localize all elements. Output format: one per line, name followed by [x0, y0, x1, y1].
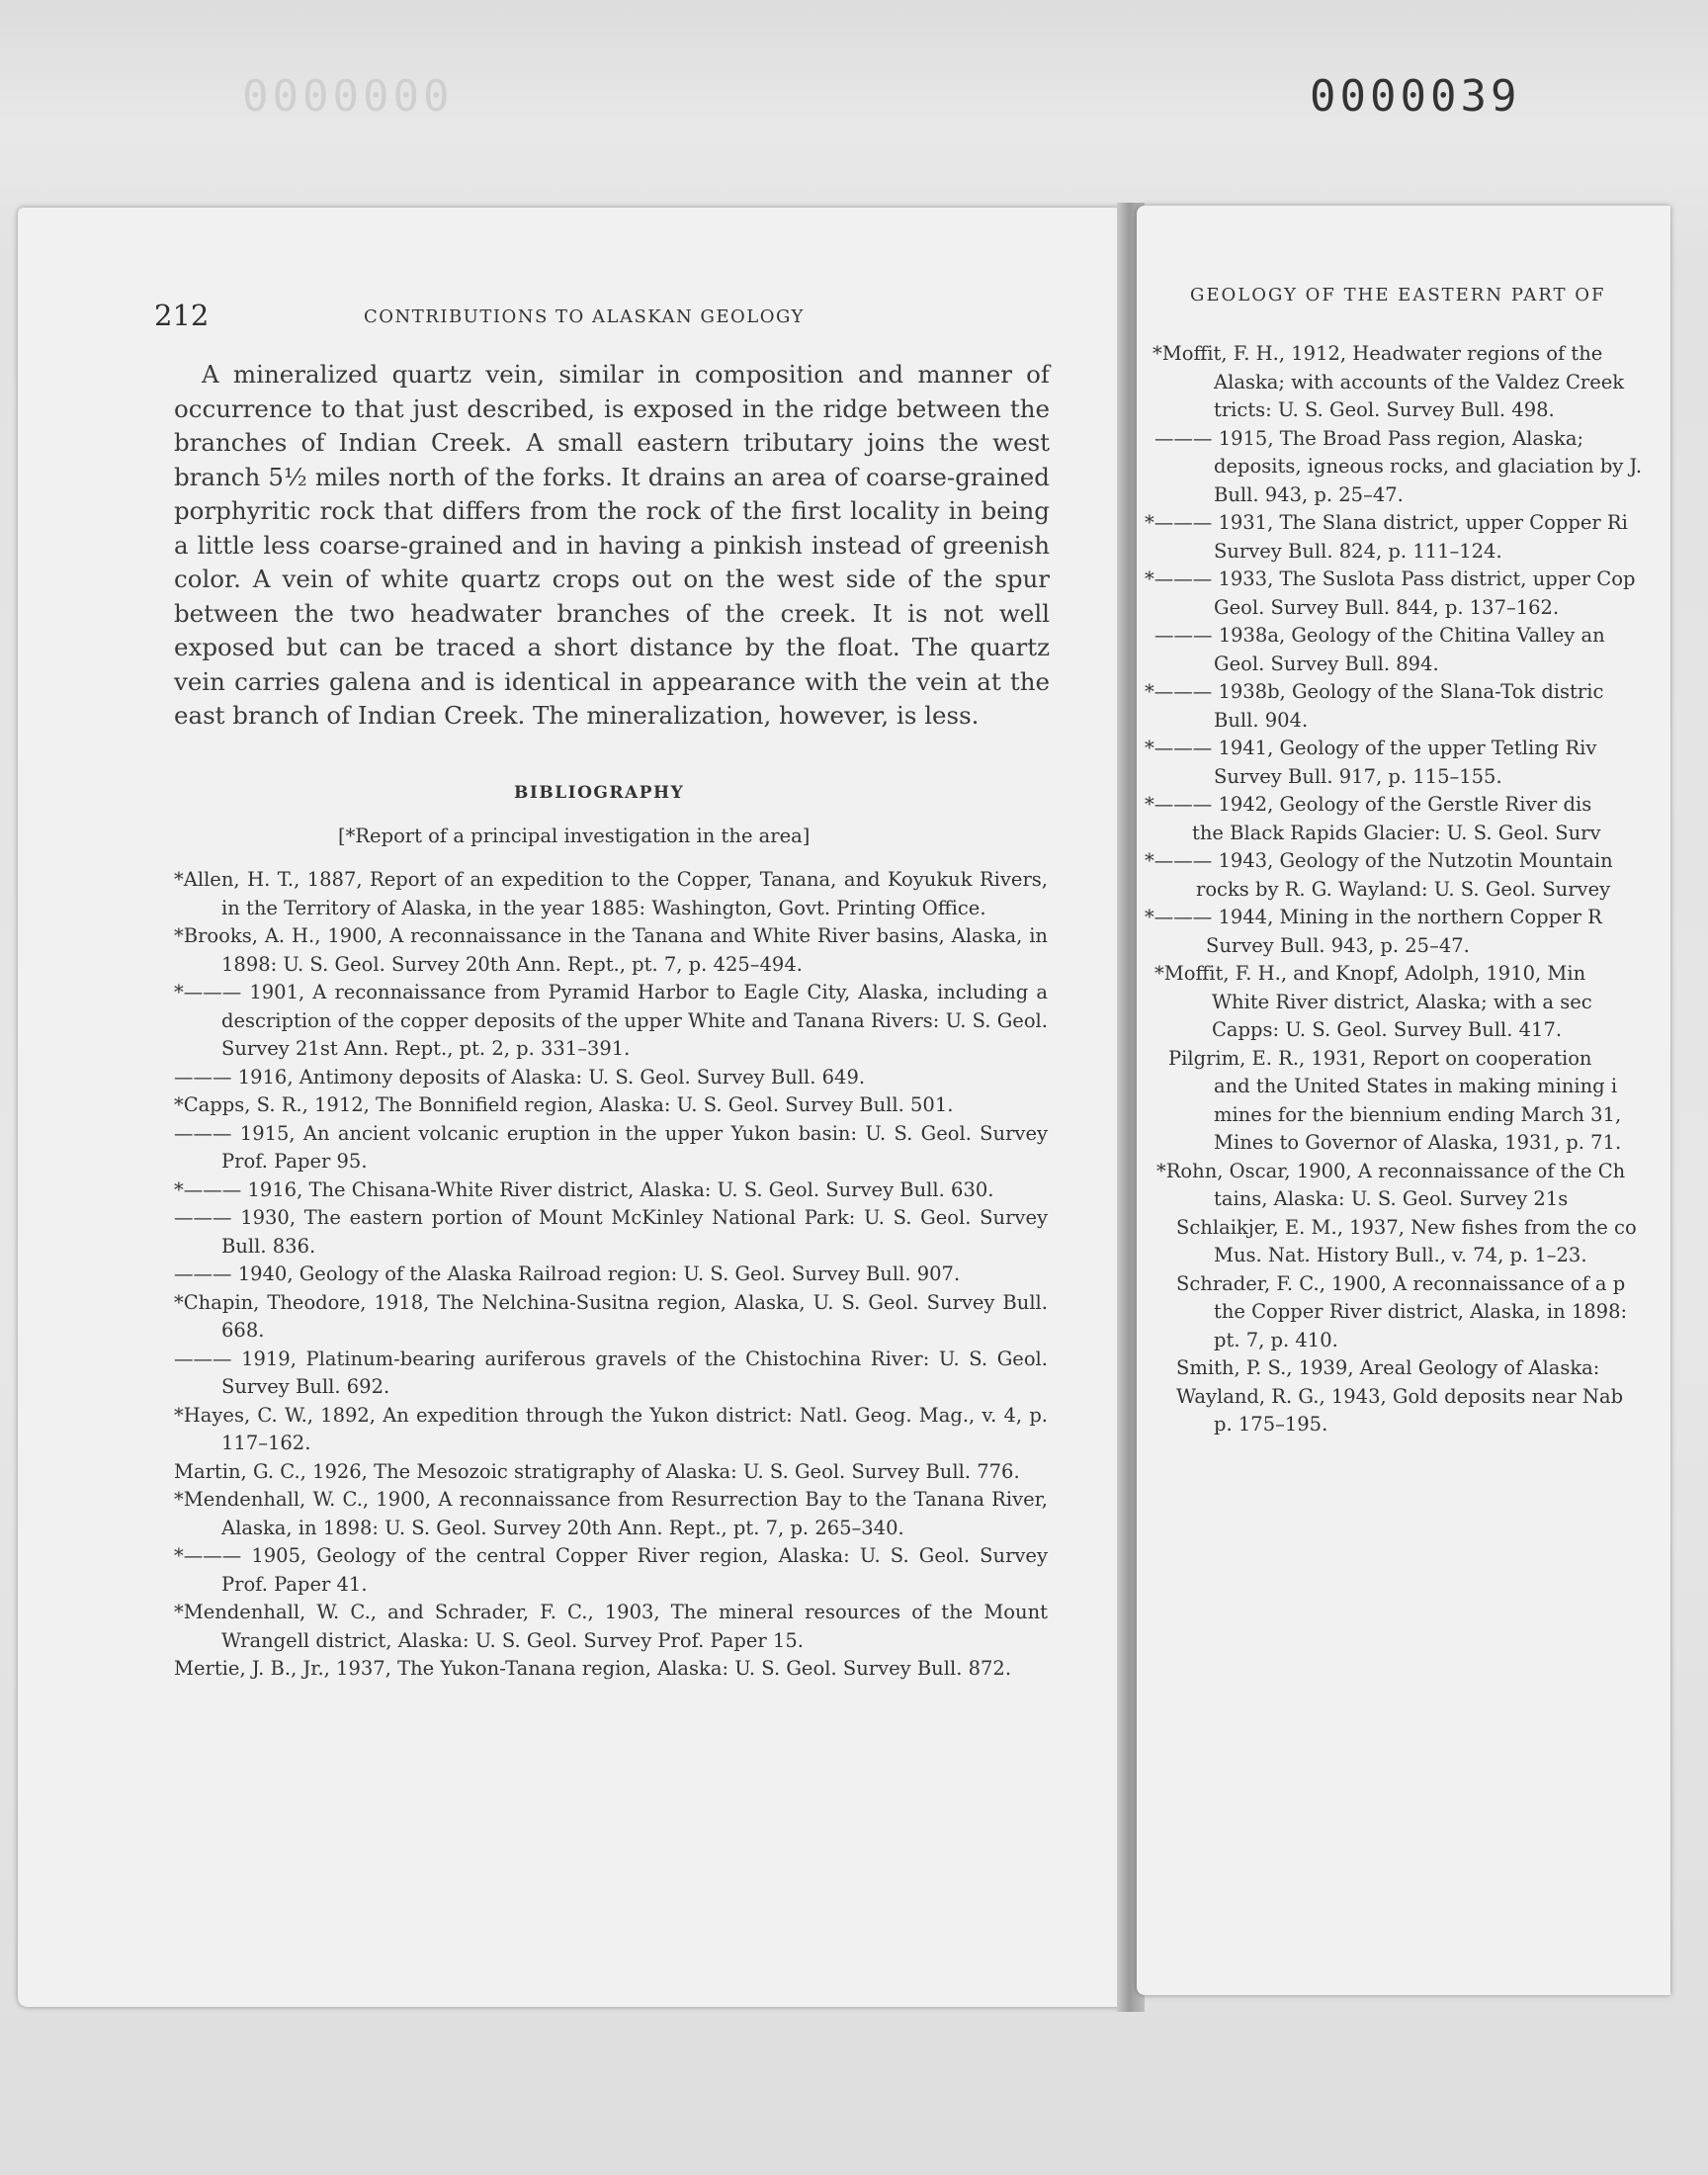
right-entry-line: rocks by R. G. Wayland: U. S. Geol. Survey: [1196, 877, 1611, 901]
bibliography-entry: *Capps, S. R., 1912, The Bonnifield region, Alaska: U. S. Geol. Survey Bull. 501.: [174, 1093, 954, 1116]
right-entry-line: *Rohn, Oscar, 1900, A reconnaissance of the Ch: [1156, 1159, 1626, 1182]
right-entry-line: tricts: U. S. Geol. Survey Bull. 498.: [1214, 398, 1555, 421]
right-entry-line: Mus. Nat. History Bull., v. 74, p. 1–23.: [1214, 1244, 1587, 1266]
bibliography-entry: *Brooks, A. H., 1900, A reconnaissance in the Tanana and White River basins, Alaska, in 1898: U. S. Geol. Survey 20th Ann. Rept., pt. 7, p. 425–494.: [174, 924, 1048, 976]
running-head-left: CONTRIBUTIONS TO ALASKAN GEOLOGY: [364, 306, 805, 327]
right-entry-line: Alaska; with accounts of the Valdez Creek: [1214, 370, 1625, 393]
right-entry-line: *——— 1942, Geology of the Gerstle River dis: [1145, 793, 1592, 816]
right-entry-line: ——— 1915, The Broad Pass region, Alaska;: [1154, 426, 1584, 450]
bibliography-list: [174, 866, 1048, 1684]
bibliography-entry: ——— 1915, An ancient volcanic eruption in the upper Yukon basin: U. S. Geol. Survey Prof. Paper 95.: [174, 1121, 1048, 1173]
bibliography-entry: ——— 1940, Geology of the Alaska Railroad region: U. S. Geol. Survey Bull. 907.: [174, 1262, 961, 1285]
right-entry-line: Smith, P. S., 1939, Areal Geology of Alaska:: [1176, 1356, 1600, 1379]
right-entry-line: Pilgrim, E. R., 1931, Report on cooperation: [1168, 1046, 1592, 1070]
right-entry-line: mines for the biennium ending March 31,: [1214, 1102, 1622, 1126]
bibliography-entry: ——— 1919, Platinum-bearing auriferous gravels of the Chistochina River: U. S. Geol. Survey Bull. 692.: [174, 1347, 1048, 1398]
right-entry-line: the Black Rapids Glacier: U. S. Geol. Surv: [1192, 821, 1601, 844]
bibliography-entry: *——— 1905, Geology of the central Copper River region, Alaska: U. S. Geol. Survey Prof. Paper 41.: [174, 1544, 1048, 1596]
bibliography-entry: *——— 1916, The Chisana-White River district, Alaska: U. S. Geol. Survey Bull. 630.: [174, 1177, 994, 1201]
right-bibliography-list: [1137, 340, 1670, 1439]
bibliography-entry: ——— 1916, Antimony deposits of Alaska: U. S. Geol. Survey Bull. 649.: [174, 1065, 866, 1088]
ghost-scan-number: 0000000: [242, 71, 454, 122]
bibliography-entry: *Mendenhall, W. C., 1900, A reconnaissance from Resurrection Bay to the Tanana River, Alaska, in 1898: U. S. Geol. Survey 20th Ann. Rept., pt. 7, p. 265–340.: [174, 1488, 1048, 1539]
bibliography-entry: *——— 1901, A reconnaissance from Pyramid Harbor to Eagle City, Alaska, including a description of the copper deposits of the upper White and Tanana Rivers: U. S. Geol. Survey 21st Ann. Rept., pt. 2, p. 331–391.: [174, 981, 1048, 1060]
right-entry-line: *——— 1941, Geology of the upper Tetling Riv: [1145, 737, 1597, 759]
right-entry-line: *——— 1938b, Geology of the Slana-Tok distric: [1145, 680, 1604, 703]
right-entry-line: tains, Alaska: U. S. Geol. Survey 21s: [1214, 1187, 1569, 1210]
right-entry-line: Wayland, R. G., 1943, Gold deposits near Nab: [1176, 1384, 1624, 1408]
right-entry-line: Capps: U. S. Geol. Survey Bull. 417.: [1212, 1018, 1563, 1041]
right-entry-line: *——— 1944, Mining in the northern Copper R: [1145, 906, 1602, 928]
right-entry-line: p. 175–195.: [1214, 1413, 1328, 1436]
bibliography-entry: *Hayes, C. W., 1892, An expedition through the Yukon district: Natl. Geog. Mag., v. 4, p. 117–162.: [174, 1403, 1048, 1454]
right-entry-line: Survey Bull. 824, p. 111–124.: [1214, 539, 1502, 563]
right-entry-line: and the United States in making mining i: [1214, 1075, 1618, 1097]
page-number: 212: [154, 299, 210, 332]
bibliography-note: [*Report of a principal investigation in the area]: [338, 825, 811, 847]
bibliography-entry: Mertie, J. B., Jr., 1937, The Yukon-Tanana region, Alaska: U. S. Geol. Survey Bull. 872.: [174, 1657, 1012, 1680]
right-entry-line: Bull. 943, p. 25–47.: [1214, 482, 1404, 506]
right-entry-line: *——— 1933, The Suslota Pass district, upper Cop: [1145, 567, 1636, 590]
right-entry-line: *——— 1931, The Slana district, upper Copper Ri: [1145, 511, 1628, 534]
bibliography-title: BIBLIOGRAPHY: [514, 783, 685, 803]
bibliography-entry: *Chapin, Theodore, 1918, The Nelchina-Susitna region, Alaska, U. S. Geol. Survey Bull. 668.: [174, 1290, 1048, 1342]
bibliography-entry: ——— 1930, The eastern portion of Mount McKinley National Park: U. S. Geol. Survey Bull. 836.: [174, 1206, 1048, 1258]
right-entry-line: Geol. Survey Bull. 894.: [1214, 652, 1439, 675]
bibliography-entry: Martin, G. C., 1926, The Mesozoic stratigraphy of Alaska: U. S. Geol. Survey Bull. 776.: [174, 1459, 1020, 1483]
right-entry-line: *Moffit, F. H., 1912, Headwater regions of the: [1153, 342, 1603, 365]
right-entry-line: *——— 1943, Geology of the Nutzotin Mountain: [1145, 849, 1613, 872]
right-entry-line: Survey Bull. 943, p. 25–47.: [1206, 933, 1470, 957]
running-head-right: GEOLOGY OF THE EASTERN PART OF: [1190, 285, 1606, 305]
right-entry-line: *Moffit, F. H., and Knopf, Adolph, 1910, Min: [1154, 962, 1586, 985]
body-paragraph: A mineralized quartz vein, similar in composition and manner of occurrence to that just described, is exposed in the ridge between the branches of Indian Creek. A small eastern tributary joins the west branch 5½ miles north of the forks. It drains an area of coarse-grained porphyritic rock that differs from the rock of the first locality in being a little less coarse-grained and in having a pinkish instead of greenish color. A vein of white quartz crops out on the west side of the spur between the two headwater branches of the creek. It is not well exposed but can be traced a short distance by the float. The quartz vein carries galena and is identical in appearance with the vein at the east branch of Indian Creek. The mineralization, however, is less.: [174, 360, 1050, 730]
bibliography-entry: *Mendenhall, W. C., and Schrader, F. C., 1903, The mineral resources of the Mount Wrangell district, Alaska: U. S. Geol. Survey Prof. Paper 15.: [174, 1601, 1048, 1652]
right-entry-line: Geol. Survey Bull. 844, p. 137–162.: [1214, 595, 1560, 619]
right-entry-line: Bull. 904.: [1214, 708, 1309, 732]
scan-number: 0000039: [1310, 71, 1521, 122]
right-page: [1137, 206, 1670, 1995]
right-entry-line: Survey Bull. 917, p. 115–155.: [1214, 764, 1502, 788]
right-entry-line: Mines to Governor of Alaska, 1931, p. 71.: [1214, 1131, 1622, 1154]
right-entry-line: White River district, Alaska; with a sec: [1212, 990, 1592, 1013]
right-entry-line: deposits, igneous rocks, and glaciation by J.: [1214, 455, 1643, 478]
right-entry-line: the Copper River district, Alaska, in 1898:: [1214, 1300, 1628, 1323]
right-entry-line: ——— 1938a, Geology of the Chitina Valley an: [1154, 624, 1605, 647]
bibliography-entry: *Allen, H. T., 1887, Report of an expedition to the Copper, Tanana, and Koyukuk Rivers, in the Territory of Alaska, in the year 1885: Washington, Govt. Printing Office.: [174, 868, 1048, 919]
right-entry-line: Schrader, F. C., 1900, A reconnaissance of a p: [1176, 1271, 1626, 1295]
right-entry-line: Schlaikjer, E. M., 1937, New fishes from the co: [1176, 1215, 1637, 1239]
right-entry-line: pt. 7, p. 410.: [1214, 1328, 1338, 1351]
